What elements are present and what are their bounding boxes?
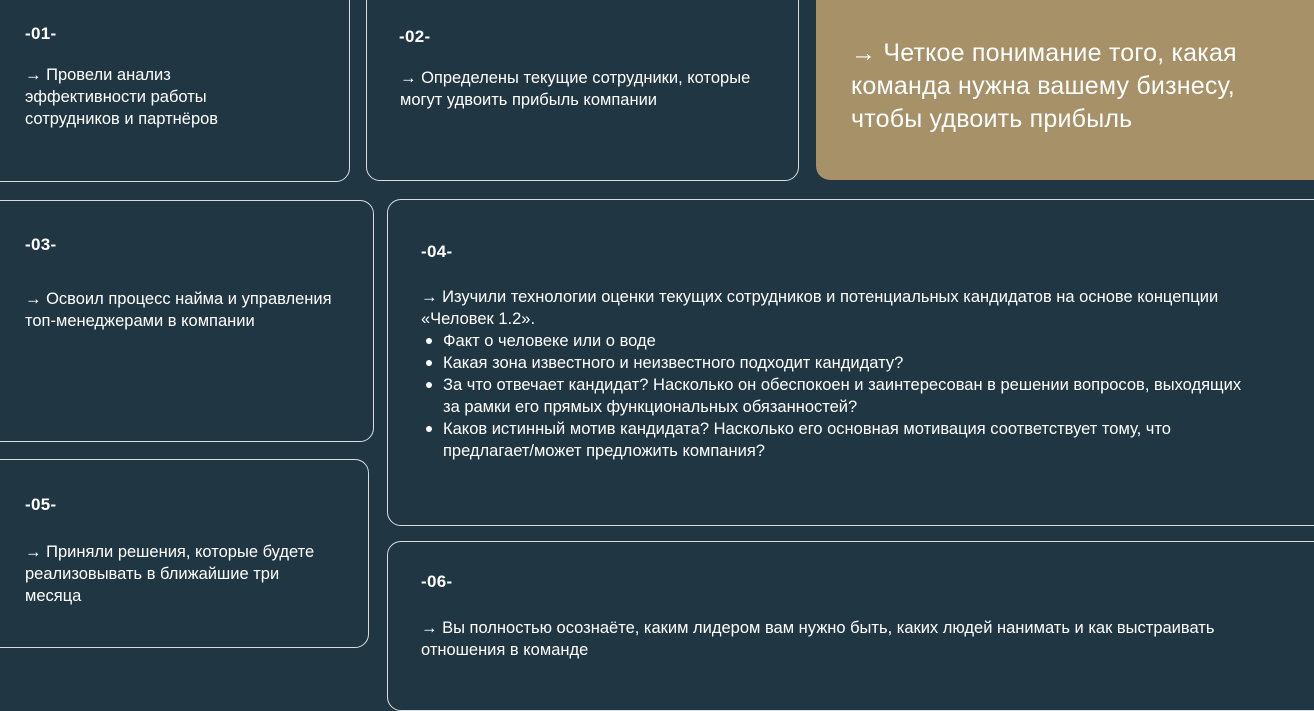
card-02-text: → Определены текущие сотрудники, которые могут удвоить прибыль компании bbox=[400, 69, 751, 109]
card-04-bullet-list bbox=[421, 330, 1261, 462]
card-04-bullet: За что отвечает кандидат? Насколько он обеспокоен и заинтересован в решении вопросов, выходящих за рамки его прямых функциональных обязанностей? bbox=[443, 374, 1261, 418]
card-02-number: -02- bbox=[399, 27, 431, 46]
card-06-number: -06- bbox=[421, 572, 453, 591]
card-04-bullet: Каков истинный мотив кандидата? Насколько его основная мотивация соответствует тому, что предлагает/может предложить компания? bbox=[443, 418, 1261, 462]
highlight-card bbox=[816, 0, 1314, 180]
card-03-number: -03- bbox=[25, 235, 57, 254]
card-03 bbox=[0, 200, 374, 442]
card-01 bbox=[0, 0, 350, 182]
card-05-number: -05- bbox=[25, 495, 57, 514]
card-05-text: → Приняли решения, которые будете реализовывать в ближайшие три месяца bbox=[25, 543, 315, 605]
card-01-number: -01- bbox=[25, 24, 57, 43]
card-04-content bbox=[421, 286, 1261, 462]
card-04-bullet: Факт о человеке или о воде bbox=[443, 330, 1261, 352]
card-06-text: → Вы полностью осознаёте, каким лидером вам нужно быть, каких людей нанимать и как выстраивать отношения в команде bbox=[421, 619, 1215, 659]
card-04-number: -04- bbox=[421, 242, 453, 261]
card-04 bbox=[387, 199, 1314, 526]
card-02 bbox=[366, 0, 799, 181]
card-04-intro: → Изучили технологии оценки текущих сотрудников и потенциальных кандидатов на основе концепции «Человек 1.2». bbox=[421, 288, 1219, 328]
card-04-bullet: Какая зона известного и неизвестного подходит кандидату? bbox=[443, 352, 1261, 374]
card-01-text: → Провели анализ эффективности работы сотрудников и партнёров bbox=[25, 66, 219, 128]
card-03-text: → Освоил процесс найма и управления топ-менеджерами в компании bbox=[25, 290, 332, 330]
highlight-text: → Четкое понимание того, какая команда нужна вашему бизнесу, чтобы удвоить прибыль bbox=[851, 39, 1237, 133]
card-05 bbox=[0, 459, 369, 648]
